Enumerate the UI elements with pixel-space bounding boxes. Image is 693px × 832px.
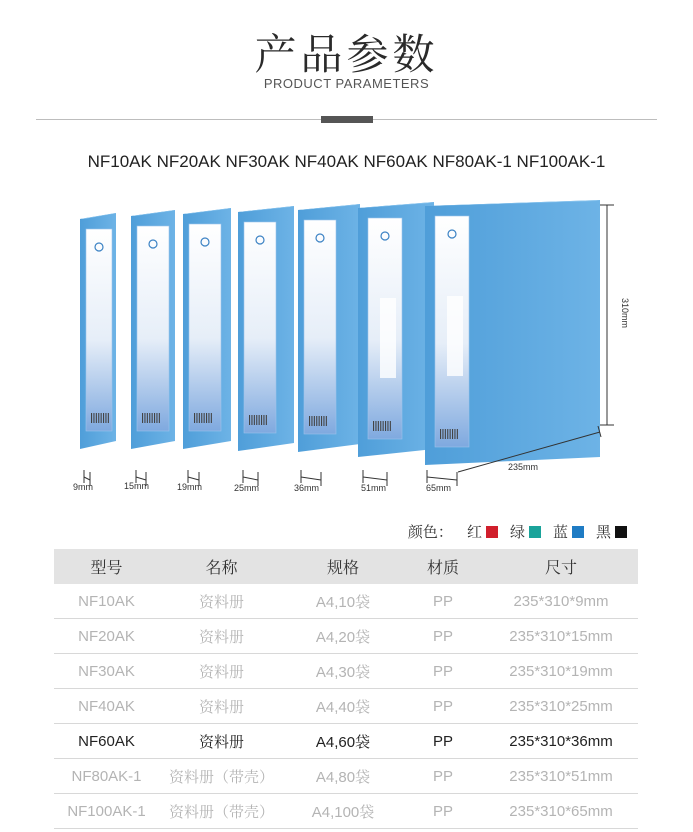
cell-model: NF60AK — [54, 724, 159, 759]
spine-label — [137, 226, 169, 431]
table-row — [54, 654, 638, 689]
barcode-bar — [101, 413, 102, 423]
color-name: 绿 — [509, 523, 525, 541]
table-row — [54, 794, 638, 829]
cell-material: PP — [402, 654, 484, 689]
barcode-bar — [457, 429, 458, 439]
thickness-label: 15mm — [124, 481, 150, 491]
cell-size: 235*310*9mm — [484, 584, 638, 619]
header-material: 材质 — [402, 549, 484, 584]
thickness-label: 36mm — [294, 483, 320, 493]
thickness-dimension-line — [84, 477, 90, 480]
width-dimension-label: 235mm — [508, 462, 539, 472]
color-name: 蓝 — [552, 523, 568, 541]
thickness-label: 51mm — [361, 483, 387, 493]
barcode-bar — [323, 416, 324, 426]
green-swatch-icon — [529, 526, 541, 538]
binder — [131, 210, 175, 449]
table-header-row — [54, 549, 638, 584]
cell-material: PP — [402, 689, 484, 724]
cell-spec: A4,20袋 — [284, 619, 402, 654]
cell-name: 资料册 — [159, 689, 284, 724]
barcode-bar — [108, 413, 109, 423]
cell-material: PP — [402, 724, 484, 759]
barcode-bar — [93, 413, 94, 423]
barcode-bar — [259, 415, 260, 425]
table-row — [54, 724, 638, 759]
barcode-bar — [149, 413, 150, 423]
barcode-bar — [263, 415, 264, 425]
color-option-blue — [553, 521, 584, 542]
cell-spec: A4,40袋 — [284, 689, 402, 724]
binder — [298, 204, 360, 452]
cell-size: 235*310*19mm — [484, 654, 638, 689]
cell-model: NF20AK — [54, 619, 159, 654]
model-list: NF10AK NF20AK NF30AK NF40AK NF60AK NF80AK-1 NF100AK-1 — [87, 152, 606, 171]
barcode-bar — [373, 421, 374, 431]
header-model: 型号 — [54, 549, 159, 584]
barcode-bar — [452, 429, 453, 439]
barcode-bar — [390, 421, 391, 431]
binder — [425, 200, 600, 465]
color-options — [408, 521, 627, 542]
spine-label — [86, 229, 112, 431]
barcode-bar — [440, 429, 441, 439]
barcode-bar — [206, 413, 207, 423]
cell-material: PP — [402, 794, 484, 829]
header-size: 尺寸 — [484, 549, 638, 584]
barcode-bar — [147, 413, 148, 423]
binder — [183, 208, 231, 449]
barcode-bar — [144, 413, 145, 423]
cell-model: NF80AK-1 — [54, 759, 159, 794]
barcode-bar — [211, 413, 212, 423]
barcode-bar — [251, 415, 252, 425]
barcode-bar — [201, 413, 202, 423]
barcode-bar — [383, 421, 384, 431]
thickness-dimension-line — [136, 477, 146, 480]
barcode-bar — [321, 416, 322, 426]
barcode-bar — [314, 416, 315, 426]
barcode-bar — [256, 415, 257, 425]
thickness-label: 25mm — [234, 483, 260, 493]
cell-spec: A4,60袋 — [284, 724, 402, 759]
cell-spec: A4,100袋 — [284, 794, 402, 829]
cell-material: PP — [402, 759, 484, 794]
barcode-bar — [380, 421, 381, 431]
header-spec: 规格 — [284, 549, 402, 584]
red-swatch-icon — [486, 526, 498, 538]
header-divider-accent — [321, 116, 373, 123]
table-row — [54, 584, 638, 619]
thickness-dimension-line — [188, 477, 199, 480]
color-name: 黑 — [595, 523, 611, 541]
color-option-green — [510, 521, 541, 542]
barcode-bar — [454, 429, 455, 439]
table-row — [54, 759, 638, 794]
barcode-bar — [326, 416, 327, 426]
parameter-table — [54, 549, 638, 829]
barcode-bar — [311, 416, 312, 426]
thickness-dimension-line — [243, 477, 258, 480]
header-name: 名称 — [159, 549, 284, 584]
binder — [238, 206, 294, 451]
color-name: 红 — [466, 523, 482, 541]
height-dimension-label: 310mm — [620, 297, 630, 329]
barcode-bar — [208, 413, 209, 423]
barcode-bar — [445, 429, 446, 439]
barcode-bar — [154, 413, 155, 423]
spine-label — [189, 224, 221, 431]
cell-material: PP — [402, 619, 484, 654]
thickness-dimension-line — [427, 477, 457, 480]
barcode-bar — [199, 413, 200, 423]
barcode-bar — [254, 415, 255, 425]
color-option-black — [596, 521, 627, 542]
cell-material: PP — [402, 584, 484, 619]
barcode-bar — [249, 415, 250, 425]
cell-model: NF100AK-1 — [54, 794, 159, 829]
barcode-bar — [159, 413, 160, 423]
barcode-bar — [375, 421, 376, 431]
barcode-bar — [105, 413, 106, 423]
barcode-bar — [96, 413, 97, 423]
thickness-label: 9mm — [73, 482, 93, 492]
cell-name: 资料册（带壳） — [159, 794, 284, 829]
cell-name: 资料册 — [159, 584, 284, 619]
barcode-bar — [309, 416, 310, 426]
barcode-bar — [378, 421, 379, 431]
cell-size: 235*310*36mm — [484, 724, 638, 759]
barcode-bar — [204, 413, 205, 423]
spine-label — [244, 222, 276, 433]
shell-window — [447, 296, 463, 376]
product-figure — [0, 180, 693, 510]
barcode-bar — [156, 413, 157, 423]
cell-size: 235*310*65mm — [484, 794, 638, 829]
cell-name: 资料册（带壳） — [159, 759, 284, 794]
cell-name: 资料册 — [159, 724, 284, 759]
barcode-bar — [442, 429, 443, 439]
barcode-bar — [319, 416, 320, 426]
cell-model: NF30AK — [54, 654, 159, 689]
page-subtitle: PRODUCT PARAMETERS — [263, 76, 430, 91]
barcode-bar — [98, 413, 99, 423]
table-row — [54, 689, 638, 724]
barcode-bar — [103, 413, 104, 423]
cell-spec: A4,30袋 — [284, 654, 402, 689]
thickness-dimension-line — [363, 477, 387, 480]
barcode-bar — [450, 429, 451, 439]
shell-window — [380, 298, 396, 378]
page-title: 产品参数 — [254, 30, 439, 79]
barcode-bar — [385, 421, 386, 431]
barcode-bar — [447, 429, 448, 439]
cell-name: 资料册 — [159, 654, 284, 689]
barcode-bar — [387, 421, 388, 431]
thickness-dimension-line — [301, 477, 321, 480]
barcode-bar — [91, 413, 92, 423]
cell-size: 235*310*51mm — [484, 759, 638, 794]
cell-model: NF10AK — [54, 584, 159, 619]
cell-spec: A4,10袋 — [284, 584, 402, 619]
barcode-bar — [142, 413, 143, 423]
barcode-bar — [316, 416, 317, 426]
binder — [358, 202, 434, 457]
table-row — [54, 619, 638, 654]
black-swatch-icon — [615, 526, 627, 538]
binder — [80, 213, 116, 449]
barcode-bar — [194, 413, 195, 423]
binder-group — [80, 200, 600, 465]
blue-swatch-icon — [572, 526, 584, 538]
cell-size: 235*310*15mm — [484, 619, 638, 654]
color-option-red — [467, 521, 498, 542]
thickness-label: 19mm — [177, 482, 203, 492]
thickness-label: 65mm — [426, 483, 452, 493]
cell-model: NF40AK — [54, 689, 159, 724]
cell-size: 235*310*25mm — [484, 689, 638, 724]
barcode-bar — [266, 415, 267, 425]
cell-name: 资料册 — [159, 619, 284, 654]
spine-label — [304, 220, 336, 434]
barcode-bar — [196, 413, 197, 423]
color-options-label: 颜色： — [407, 523, 453, 541]
barcode-bar — [152, 413, 153, 423]
barcode-bar — [261, 415, 262, 425]
cell-spec: A4,80袋 — [284, 759, 402, 794]
